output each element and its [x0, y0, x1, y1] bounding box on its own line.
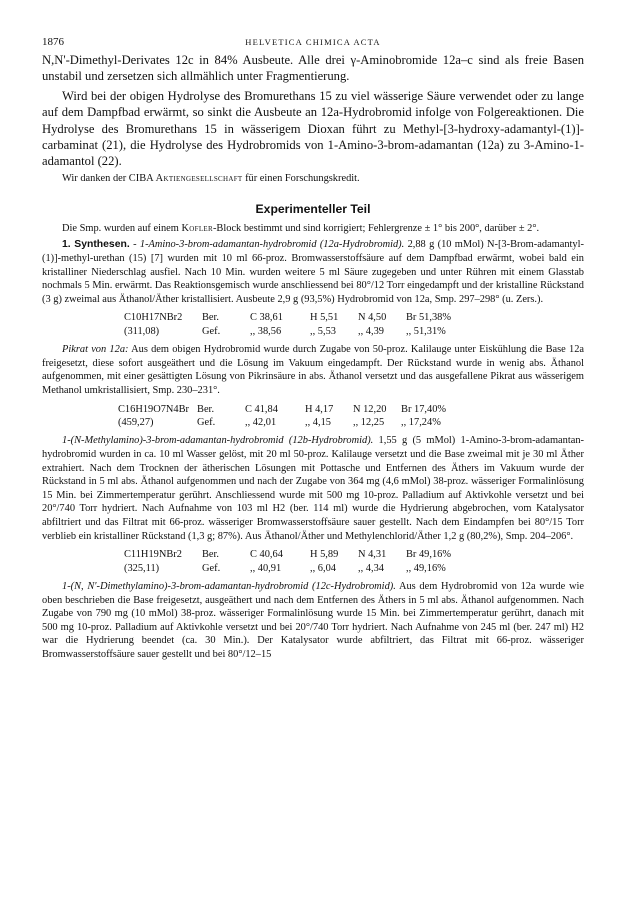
section-heading: Experimenteller Teil [255, 201, 371, 216]
synthesis-12c-text: Aus dem Hydrobromid von 12a wurde wie oben beschrieben die Base freigesetzt, ausgeäthert und nach dem Entfernen des Äthers in 5 ml abs. Äthanol aufgenommen. Nach Zugabe von 790 mg (10 mMol) 38-proz. wässeriger Formalinlösung wurde 15 Min. bei Zimmertemperatur gerührt, danach mit 500 mg 10-proz. Palladium auf Aktivkohle versetzt und bei 20°/740 Torr hydriert. Nach Aufnahme von 245 ml (ber. 247 ml) H2 war die Hydrierung beendet (ca. 30 Min.). Der Katalysator wurde abfiltriert, das Filtrat mit 66-proz. wässeriger Bromwasserstoffsäure sauer gestellt und bei 80°/12–15 [42, 580, 584, 660]
synthesis-12c [42, 580, 584, 662]
journal-title: HELVETICA CHIMICA ACTA [245, 37, 381, 47]
thanks-text-a: Wir danken der CIBA [62, 172, 154, 184]
ber-br: Br 49,16% [406, 549, 452, 561]
synthesis-12b-text: 1,55 g (5 mMol) 1-Amino-3-brom-adamantan-hydrobromid wurden in ca. 10 ml Wasser gelöst, mit 20 ml 50-proz. Kalilauge versetzt und die Base zweimal mit je 30 ml Äther extrahiert. Nach dem Trocknen der ätherischen Lösungen mit Pottasche und Entfernen des Äthers im Vakuum wurde der Rückstand in 5 ml abs. Äthanol aufgenommen und nach der Zugabe von 364 mg (4,6 mMol) 38-proz. wässeriger Formalinlösung 15 Min. bei Zimmertemperatur gerührt. Anschliessend wurde mit 500 mg 10-proz. Palladium auf Aktivkohle versetzt und bei 20°/740 Torr hydriert. Nach Aufnahme von 103 ml H2 (ber. 114 ml) wurde die Hydrierung abgebrochen, vom Katalysator abfiltriert und das Filtrat mit 66-proz. wässeriger Bromwasserstoffsäure sauer gestellt. Nach dem Eindampfen bei 80°/15 Torr verblieb ein kristalliner Rückstand (1,3 g; 87%). Aus Äthanol/Äther und Methylenchlorid/Äther 1,2 g (80,2%), Smp. 204–206°. [42, 435, 585, 542]
molecular-weight: (311,08) [124, 325, 160, 337]
paper-page [42, 36, 584, 662]
formula: C16H19O7N4Br [118, 403, 190, 415]
dash: - [133, 239, 137, 251]
compound-title-12c: 1-(N, N'-Dimethylamino)-3-brom-adamantan-hydrobromid (12c-Hydrobromid). [62, 580, 396, 592]
compound-title-12a: 1-Amino-3-brom-adamantan-hydrobromid (12a-Hydrobromid). [139, 239, 405, 251]
formula: C10H17NBr2 [124, 312, 183, 324]
ber-label: Ber. [202, 312, 220, 324]
compound-title-12b: 1-(N-Methylamino)-3-brom-adamantan-hydrobromid (12b-Hydrobromid). [62, 435, 374, 447]
gef-br: ,, 17,24% [401, 417, 441, 428]
ber-br: Br 17,40% [401, 403, 447, 415]
subsection-number: 1. Synthesen. [62, 239, 130, 251]
pikrat-paragraph [42, 343, 584, 397]
ber-br: Br 51,38% [406, 312, 452, 324]
ber-c: C 41,84 [245, 403, 278, 415]
gef-label: Gef. [202, 562, 221, 574]
ber-label: Ber. [197, 403, 215, 415]
gef-br: ,, 49,16% [406, 562, 446, 574]
ber-c: C 40,64 [250, 549, 283, 561]
synthesis-12a-text: 2,88 g (10 mMol) N-[3-Brom-adamantyl-(1)]-methyl-urethan (15) [7] wurden mit 10 ml 66-proz. Bromwasserstoffsäure auf dem Dampfbad erwärmt, wobei bald ein kristalliner Niederschlag ausfiel. Nach 10 Min. wurden weitere 5 ml Säure zugegeben und unter Rühren mit einem Glasstab nochmals 5 Min. erwärmt. Das Reaktionsgemisch wurde anschliessend bei 80°/12 Torr eingedampft und der kristalline Rückstand (3 g) zweimal aus Äthanol/Äther kristallisiert. Ausbeute 2,9 g (93,5%) Hydrobromid von 12a, Smp. 297–298° (u. Zers.). [42, 239, 584, 305]
gef-label: Gef. [202, 325, 221, 337]
intro-paragraph-2: Wird bei der obigen Hydrolyse des Bromurethans 15 zu viel wässerige Säure verwendet oder zu lange auf dem Dampfbad erwärmt, so sinkt die Ausbeute an 12a-Hydrobromid infolge von Folgereaktionen. Die Hydrolyse des Bromurethans 15 in wässerigem Dioxan führt zu Methyl-[3-hydroxy-adamantyl-(1)]-carbaminat (21), die Hydrolyse des Hydrobromids von 1-Amino-3-brom-adamantan (12a) zu 3-Amino-1-adamantol (22). [42, 88, 584, 169]
thanks-company: Aktiengesellschaft [155, 172, 243, 184]
gef-c: ,, 38,56 [250, 325, 282, 337]
page-number: 1876 [42, 36, 64, 48]
ber-n: N 4,31 [358, 549, 387, 561]
thanks-text-b: für einen Forschungskredit. [245, 172, 360, 184]
synthesis-12b [42, 434, 584, 543]
ber-n: N 12,20 [353, 403, 387, 415]
gef-br: ,, 51,31% [406, 325, 446, 337]
gef-h: ,, 4,15 [305, 417, 331, 428]
acknowledgement [42, 172, 584, 186]
gef-n: ,, 12,25 [353, 417, 385, 428]
intro-paragraph-1: N,N'-Dimethyl-Derivates 12c in 84% Ausbeute. Alle drei γ-Aminobromide 12a–c sind als freie Basen unstabil und zersetzen sich allmählich unter Fragmentierung. [42, 53, 584, 84]
pikrat-text: Aus dem obigen Hydrobromid wurde durch Zugabe von 50-proz. Kalilauge unter Eiskühlung die Base 12a freigesetzt, diese sofort ausgeäthert und die Lösung im Vakuum eingedampft. Der Rückstand wurde in wenig abs. Äthanol aufgenommen, mit einer gesättigten Lösung von Pikrinsäure in abs. Äthanol versetzt und das ausgefallene Pikrat aus wässerigem Methanol umkristallisiert, Smp. 230–231°. [42, 344, 585, 396]
gef-n: ,, 4,39 [358, 325, 384, 337]
analysis-pikrat [42, 403, 584, 430]
gef-n: ,, 4,34 [358, 562, 384, 574]
running-header [42, 36, 584, 52]
kofler-name: Kofler [181, 222, 213, 234]
synthesis-12a [42, 238, 584, 306]
general-text-b: -Block bestimmt und sind korrigiert; Fehlergrenze ± 1° bis 200°, darüber ± 2°. [212, 222, 540, 234]
gef-label: Gef. [197, 417, 216, 428]
analysis-12a [42, 311, 584, 338]
pikrat-title: Pikrat von 12a: [62, 344, 129, 356]
general-remarks [42, 222, 584, 236]
ber-c: C 38,61 [250, 312, 283, 324]
formula: C11H19NBr2 [124, 549, 182, 561]
ber-n: N 4,50 [358, 312, 387, 324]
molecular-weight: (459,27) [118, 417, 154, 428]
gef-c: ,, 40,91 [250, 562, 282, 574]
ber-h: H 4,17 [305, 403, 334, 415]
molecular-weight: (325,11) [124, 562, 160, 574]
ber-label: Ber. [202, 549, 220, 561]
analysis-12b [42, 548, 584, 575]
gef-h: ,, 5,53 [310, 325, 336, 337]
gef-h: ,, 6,04 [310, 562, 336, 574]
ber-h: H 5,89 [310, 549, 339, 561]
general-text-a: Die Smp. wurden auf einem [62, 222, 179, 234]
gef-c: ,, 42,01 [245, 417, 277, 428]
ber-h: H 5,51 [310, 312, 339, 324]
